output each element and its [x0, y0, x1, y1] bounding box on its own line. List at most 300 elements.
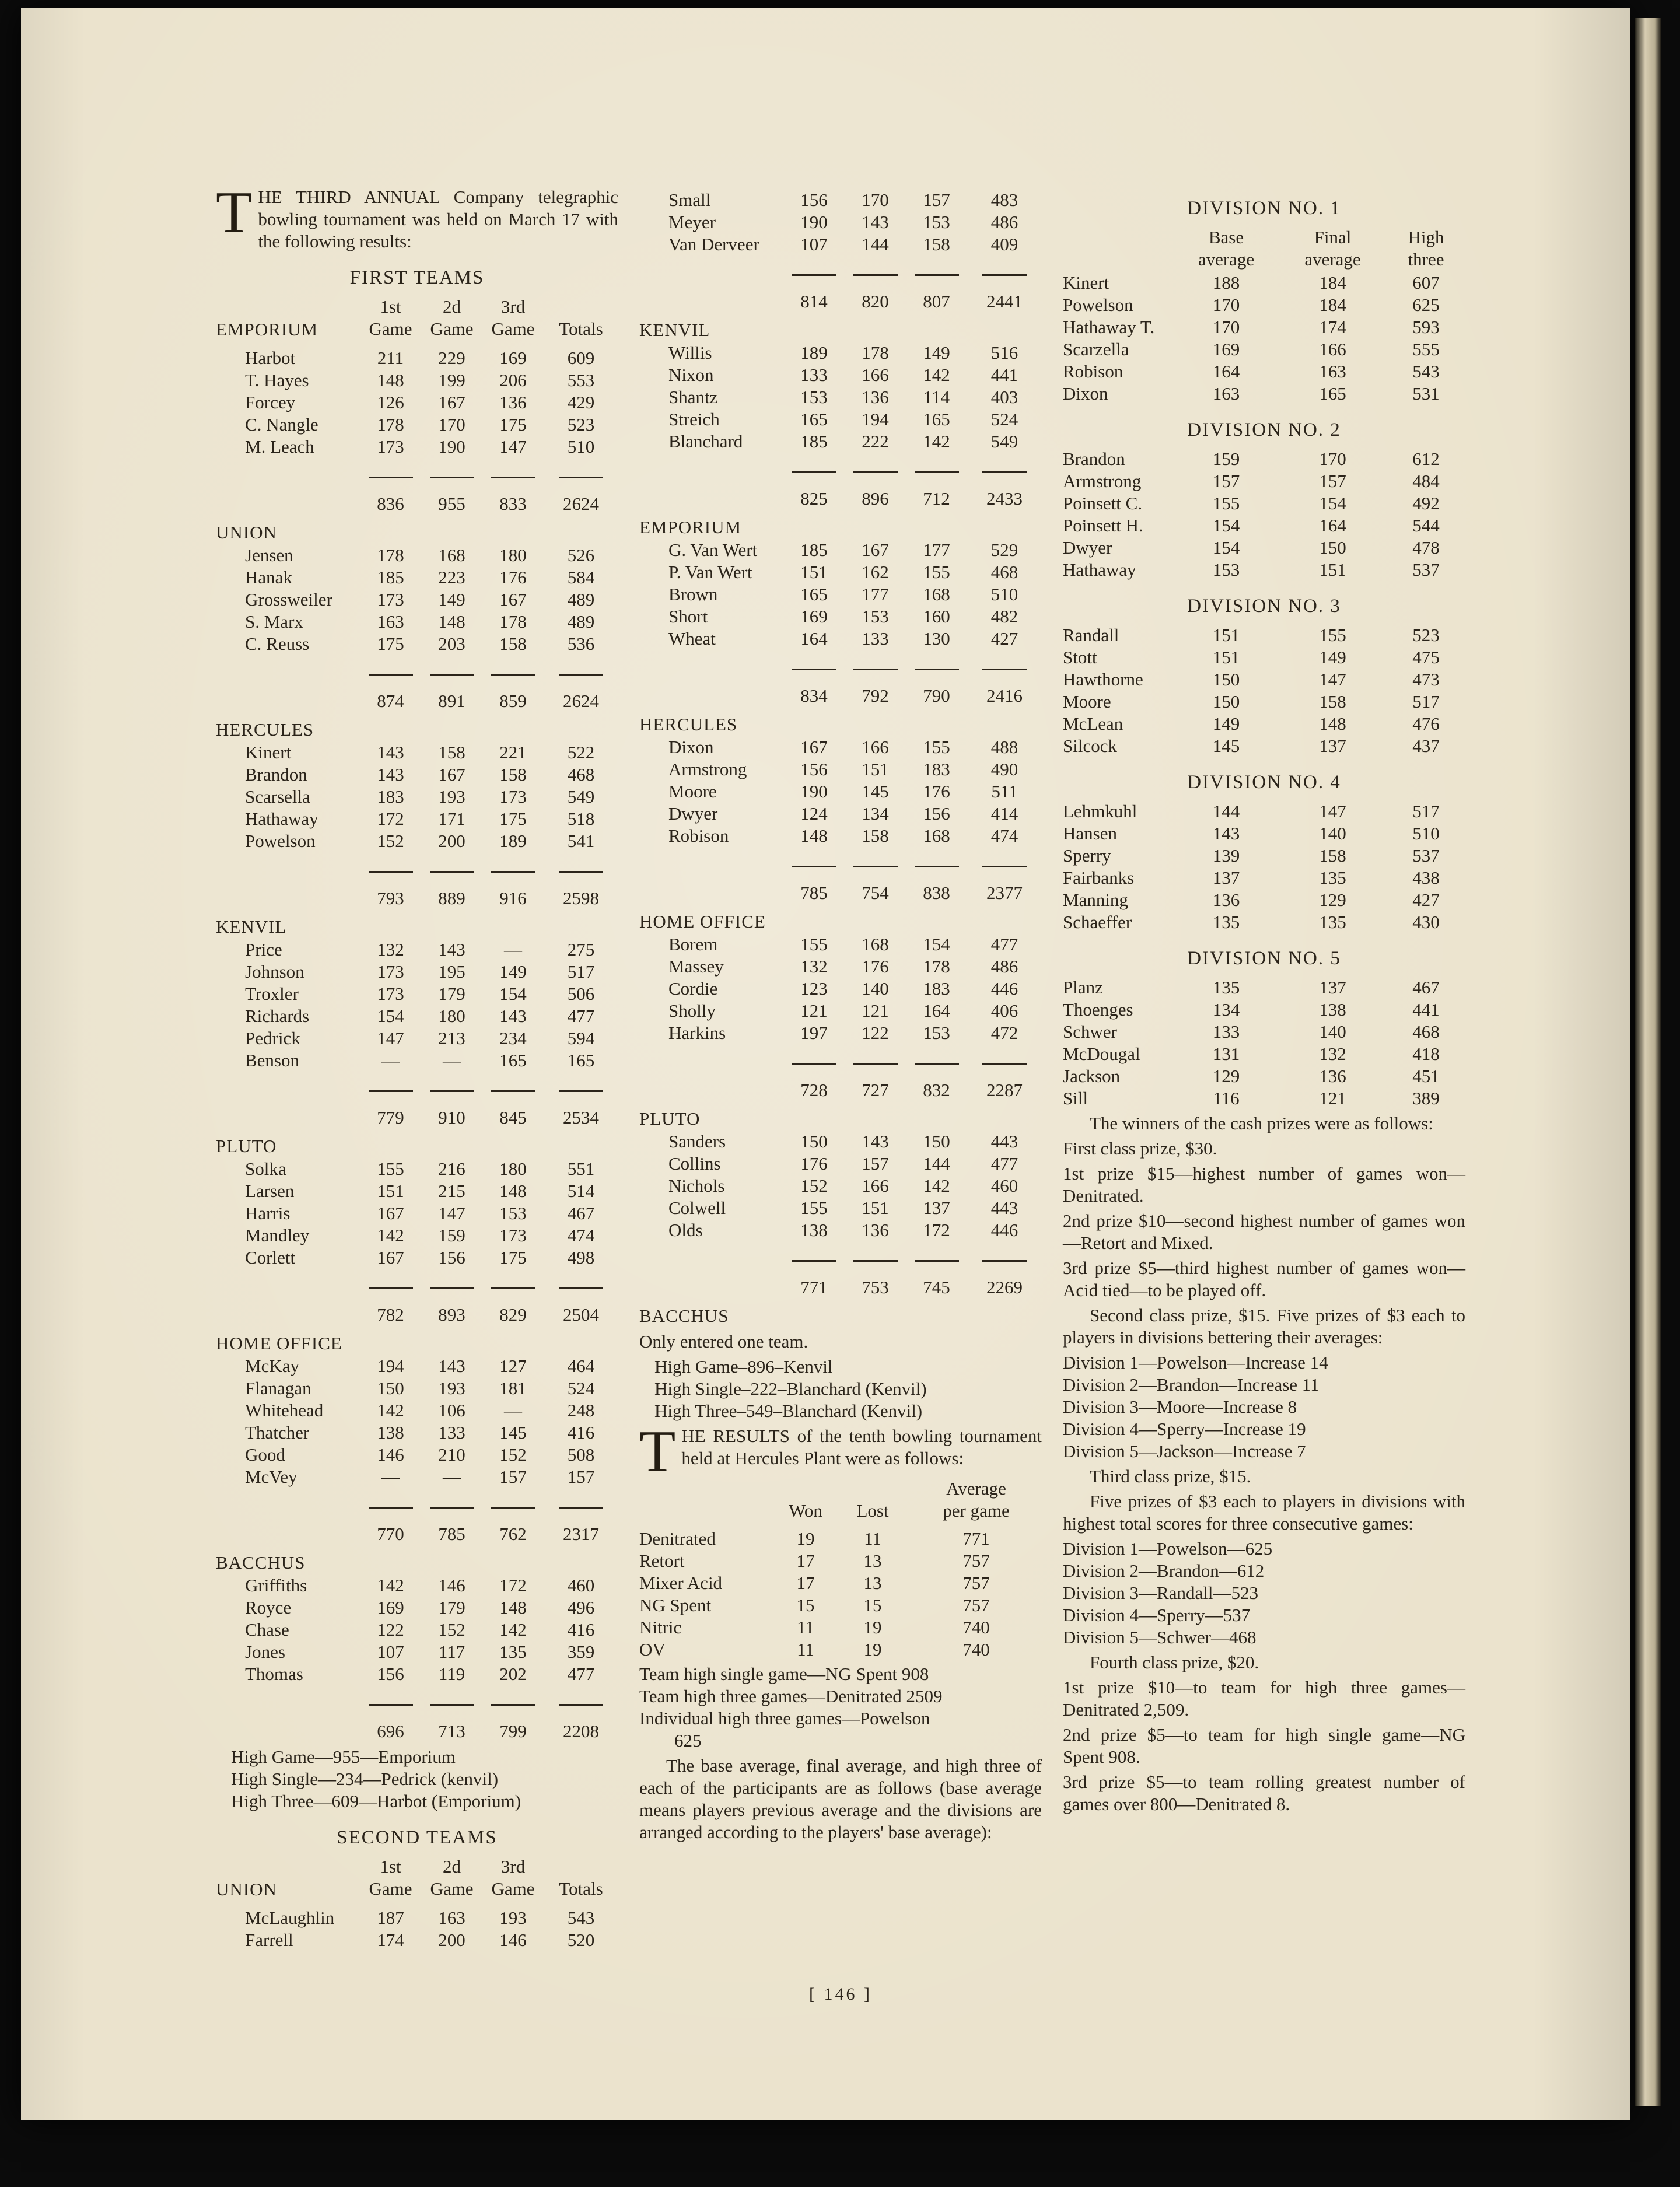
player-row — [639, 431, 1042, 453]
division-row — [1063, 889, 1465, 911]
divider-cell — [360, 1692, 421, 1714]
division-player-name: Schwer — [1063, 1021, 1117, 1042]
score-cell: — — [382, 1050, 400, 1070]
division-cell: 531 — [1412, 383, 1440, 404]
divider-dash — [369, 674, 413, 676]
text-line: Division 4—Sperry—537 — [1063, 1605, 1251, 1625]
division-player-name: Powelson — [1063, 295, 1133, 315]
player-name: Solka — [245, 1159, 286, 1179]
section-heading: DIVISION NO. 2 — [1187, 419, 1341, 440]
player-name: Johnson — [245, 961, 304, 982]
score-cell: — — [443, 1050, 461, 1070]
standings-cell: 17 — [796, 1551, 815, 1571]
division-row — [1063, 911, 1465, 933]
score-cell: 153 — [800, 387, 828, 407]
text-line: Team high three games—Denitrated 2509 — [639, 1686, 943, 1706]
division-cell: 170 — [1212, 295, 1240, 315]
division-player-name: Hathaway T. — [1063, 317, 1155, 337]
score-cell: 154 — [923, 934, 950, 954]
score-cell: 215 — [438, 1181, 466, 1201]
divider-dash — [369, 1704, 413, 1706]
score-cell: 178 — [862, 342, 889, 363]
score-cell: 158 — [862, 825, 889, 846]
division-cell: 135 — [1212, 977, 1240, 998]
division-cell: 151 — [1212, 647, 1240, 667]
division-row — [1063, 823, 1465, 845]
score-cell: 460 — [567, 1575, 595, 1595]
score-cell: 414 — [991, 803, 1019, 824]
player-name: P. Van Wert — [668, 562, 752, 582]
divider-cell — [967, 1248, 1042, 1271]
division-row — [1063, 361, 1465, 383]
text-line: Individual high three games—Powelson — [639, 1708, 930, 1728]
score-cell: 173 — [499, 1225, 527, 1245]
total-cell: 2287 — [986, 1080, 1023, 1100]
score-cell: 107 — [800, 234, 828, 254]
division-player-name: Poinsett C. — [1063, 493, 1143, 513]
score-cell: 152 — [499, 1444, 527, 1465]
player-row — [216, 566, 618, 589]
paragraph: 1st prize $10—to team for high three games—Denitrated 2,509. — [1063, 1677, 1465, 1720]
score-cell: 551 — [567, 1159, 595, 1179]
score-cell: 223 — [438, 567, 466, 587]
player-row — [639, 956, 1042, 978]
divider-cell — [906, 657, 967, 679]
score-cell: 175 — [499, 1247, 527, 1268]
total-cell: 845 — [499, 1107, 527, 1128]
header-row — [216, 318, 618, 341]
score-cell: 143 — [438, 1356, 466, 1376]
division-cell: 478 — [1412, 537, 1440, 558]
text-line: Division 4—Sperry—Increase 19 — [1063, 1419, 1306, 1439]
score-cell: 609 — [567, 348, 595, 368]
header-spacer — [639, 1500, 776, 1522]
player-row — [639, 1219, 1042, 1241]
score-cell: 150 — [377, 1378, 404, 1398]
standings-table-header — [639, 1478, 1042, 1522]
total-cell: 2416 — [986, 685, 1023, 706]
score-cell: 206 — [499, 370, 527, 390]
total-cell: 799 — [499, 1721, 527, 1741]
total-cell: 2624 — [563, 691, 599, 711]
score-cell: 427 — [991, 628, 1019, 649]
division-cell: 150 — [1319, 537, 1346, 558]
score-cell: 143 — [499, 1006, 527, 1026]
score-cell: 143 — [438, 939, 466, 960]
intro-paragraph — [216, 180, 618, 253]
text-line: High Game—955—Emporium — [231, 1747, 456, 1767]
paragraph: Only entered one team. — [639, 1331, 808, 1352]
division-cell: 184 — [1319, 295, 1346, 315]
player-row — [216, 1049, 618, 1072]
score-cell: 138 — [800, 1220, 828, 1240]
score-cell: 222 — [862, 431, 889, 452]
total-cell: 896 — [862, 488, 889, 509]
total-cell: 916 — [499, 888, 527, 908]
division-cell: 133 — [1212, 1021, 1240, 1042]
player-name: Mandley — [245, 1225, 310, 1245]
score-cell: 142 — [377, 1225, 404, 1245]
score-cell: 183 — [923, 759, 950, 779]
total-cell: 832 — [923, 1080, 950, 1100]
divider-cell — [967, 854, 1042, 876]
divider-dash — [559, 477, 603, 478]
score-cell: 187 — [377, 1908, 404, 1928]
division-player-name: Randall — [1063, 625, 1119, 645]
score-cell: 171 — [438, 809, 466, 829]
division-player-name: Dwyer — [1063, 537, 1112, 558]
totals-spacer — [216, 690, 360, 712]
score-cell: 169 — [377, 1597, 404, 1618]
score-cell: 122 — [862, 1023, 889, 1043]
player-row — [216, 1641, 618, 1663]
player-row — [216, 1444, 618, 1466]
division-row — [1063, 977, 1465, 999]
division-cell: 476 — [1412, 713, 1440, 734]
text-lines — [639, 1356, 1042, 1422]
player-name: Nixon — [668, 365, 714, 385]
score-cell: 158 — [499, 764, 527, 785]
header-row — [1063, 226, 1465, 249]
division-row — [1063, 624, 1465, 646]
score-cell: 158 — [438, 742, 466, 762]
division-cell: 164 — [1212, 361, 1240, 382]
score-cell: 146 — [499, 1930, 527, 1950]
totals-spacer — [216, 493, 360, 515]
division-player-name: Brandon — [1063, 449, 1125, 469]
player-row — [216, 1422, 618, 1444]
division-row — [1063, 800, 1465, 823]
total-cell: 820 — [862, 291, 889, 312]
score-cell: 446 — [991, 1220, 1019, 1240]
total-cell: 834 — [800, 685, 828, 706]
header-cell: average — [1304, 249, 1361, 270]
totals-row — [216, 690, 618, 712]
total-cell: 770 — [377, 1524, 404, 1544]
player-name: Good — [245, 1444, 285, 1465]
score-cell: 158 — [499, 634, 527, 654]
header-cell: 3rd — [501, 1856, 526, 1877]
standings-cell: 11 — [797, 1639, 814, 1660]
total-cell: 838 — [923, 883, 950, 903]
paragraph: 1st prize $15—highest number of games won—Denitrated. — [1063, 1163, 1465, 1206]
total-cell: 807 — [923, 291, 950, 312]
score-cell: 510 — [567, 436, 595, 457]
header-cell: Final — [1314, 227, 1352, 247]
standings-team-name: Denitrated — [639, 1528, 716, 1549]
score-cell: 166 — [862, 1175, 889, 1196]
division-cell: 467 — [1412, 977, 1440, 998]
total-cell: 825 — [800, 488, 828, 509]
divider-cell — [967, 1051, 1042, 1073]
section-heading: SECOND TEAMS — [337, 1827, 498, 1848]
divider-cell — [906, 854, 967, 876]
player-name: Jensen — [245, 545, 293, 565]
division-row — [1063, 294, 1465, 316]
totals-spacer — [216, 887, 360, 909]
score-cell: 132 — [800, 956, 828, 977]
team-name: BACCHUS — [639, 1306, 729, 1326]
text-line: Division 3—Randall—523 — [1063, 1583, 1258, 1603]
divider-row — [216, 1488, 618, 1523]
score-cell: 148 — [800, 825, 828, 846]
standings-cell: 771 — [963, 1528, 990, 1549]
header-spacer — [1063, 226, 1174, 249]
player-row — [216, 1929, 618, 1951]
division-cell: 468 — [1412, 1021, 1440, 1042]
score-cell: 486 — [991, 956, 1019, 977]
division-cell: 150 — [1212, 691, 1240, 712]
player-name: Short — [668, 606, 708, 627]
score-cell: 178 — [377, 545, 404, 565]
division-player-name: Stott — [1063, 647, 1097, 667]
player-row — [216, 633, 618, 655]
score-cell: 130 — [923, 628, 950, 649]
division-row — [1063, 470, 1465, 492]
total-cell: 727 — [862, 1080, 889, 1100]
division-cell: 137 — [1212, 867, 1240, 888]
player-row — [216, 369, 618, 391]
total-cell: 785 — [800, 883, 828, 903]
score-cell: 549 — [991, 431, 1019, 452]
division-cell: 427 — [1412, 890, 1440, 910]
totals-spacer — [639, 1079, 783, 1101]
score-cell: 143 — [862, 212, 889, 232]
player-name: Kinert — [245, 742, 292, 762]
header-cell: Lost — [856, 1500, 889, 1521]
text-line: Division 1—Powelson—625 — [1063, 1538, 1273, 1559]
division-cell: 174 — [1319, 317, 1346, 337]
score-cell: 144 — [923, 1153, 950, 1174]
divider-cell — [544, 465, 618, 487]
score-cell: 148 — [438, 611, 466, 632]
divider-dash — [369, 1090, 413, 1092]
score-cell: 553 — [567, 370, 595, 390]
score-cell: 168 — [862, 934, 889, 954]
score-cell: 147 — [377, 1028, 404, 1048]
divider-dash — [792, 669, 836, 670]
player-name: Sanders — [668, 1131, 726, 1152]
total-cell: 696 — [377, 1721, 404, 1741]
team-block — [639, 516, 1042, 707]
player-row — [216, 347, 618, 369]
total-cell: 2433 — [986, 488, 1023, 509]
player-row — [216, 589, 618, 611]
score-cell: 541 — [567, 831, 595, 851]
divider-dash — [559, 1507, 603, 1509]
score-cell: 179 — [438, 984, 466, 1004]
header-cell: Won — [789, 1500, 822, 1521]
score-cell: 133 — [438, 1422, 466, 1443]
player-name: M. Leach — [245, 436, 314, 457]
division-cell: 135 — [1319, 912, 1346, 932]
player-name: Whitehead — [245, 1400, 324, 1420]
score-cell: 122 — [377, 1619, 404, 1640]
division-cell: 484 — [1412, 471, 1440, 491]
divider-spacer — [639, 854, 783, 876]
division-cell: 163 — [1319, 361, 1346, 382]
player-name: Farrell — [245, 1930, 293, 1950]
division-row — [1063, 1087, 1465, 1110]
division-row — [1063, 1043, 1465, 1065]
score-cell: 359 — [567, 1642, 595, 1662]
divider-spacer — [216, 1495, 360, 1517]
page — [21, 8, 1630, 2120]
text-line: Division 2—Brandon—612 — [1063, 1560, 1265, 1581]
totals-row — [216, 1523, 618, 1545]
score-cell: 172 — [499, 1575, 527, 1595]
divider-dash — [369, 477, 413, 478]
player-row — [216, 764, 618, 786]
score-cell: 210 — [438, 1444, 466, 1465]
team-block — [639, 1107, 1042, 1299]
player-row — [216, 611, 618, 633]
score-cell: 143 — [862, 1131, 889, 1152]
header-cell: Average — [946, 1478, 1006, 1499]
player-row — [216, 414, 618, 436]
score-cell: 468 — [991, 562, 1019, 582]
divider-cell — [845, 263, 906, 285]
score-cell: 406 — [991, 1000, 1019, 1021]
score-cell: 190 — [800, 781, 828, 802]
standings-cell: 13 — [863, 1551, 882, 1571]
player-row — [216, 939, 618, 961]
division-player-name: Lehmkuhl — [1063, 801, 1138, 821]
header-cell: Game — [491, 1878, 535, 1899]
score-cell: 163 — [377, 611, 404, 632]
score-cell: 175 — [499, 809, 527, 829]
divider-dash — [559, 1090, 603, 1092]
division-cell: 153 — [1212, 559, 1240, 580]
total-cell: 754 — [862, 883, 889, 903]
score-cell: 162 — [862, 562, 889, 582]
divider-spacer — [639, 1248, 783, 1271]
division-cell: 143 — [1212, 823, 1240, 844]
divider-dash — [559, 674, 603, 676]
player-row — [216, 1180, 618, 1202]
header-row — [216, 1856, 618, 1878]
drop-cap-letter: T — [216, 180, 253, 246]
score-cell: 159 — [438, 1225, 466, 1245]
player-name: Wheat — [668, 628, 716, 649]
score-cell: 134 — [862, 803, 889, 824]
player-name: C. Reuss — [245, 634, 310, 654]
division-cell: 438 — [1412, 867, 1440, 888]
score-cell: 486 — [991, 212, 1019, 232]
divider-dash — [915, 471, 959, 473]
header-row — [639, 1478, 1042, 1500]
division-cell: 121 — [1319, 1088, 1346, 1108]
total-cell: 955 — [438, 494, 466, 514]
division-player-name: Sperry — [1063, 845, 1111, 866]
player-name: Thatcher — [245, 1422, 310, 1443]
division-player-name: Silcock — [1063, 736, 1117, 756]
division-player-name: Fairbanks — [1063, 867, 1135, 888]
division-player-name: Planz — [1063, 977, 1103, 998]
division-cell: 169 — [1212, 339, 1240, 359]
score-cell: 168 — [923, 825, 950, 846]
score-cell: 520 — [567, 1930, 595, 1950]
score-cell: 176 — [923, 781, 950, 802]
divider-cell — [544, 662, 618, 684]
total-cell: 836 — [377, 494, 404, 514]
totals-row — [639, 291, 1042, 313]
score-cell: 135 — [499, 1642, 527, 1662]
player-name: Small — [668, 190, 711, 210]
player-name: Armstrong — [668, 759, 747, 779]
player-name: Troxler — [245, 984, 299, 1004]
player-name: Blanchard — [668, 431, 743, 452]
division-cell: 129 — [1212, 1066, 1240, 1086]
division-row — [1063, 515, 1465, 537]
score-cell: 216 — [438, 1159, 466, 1179]
division-player-name: Schaeffer — [1063, 912, 1132, 932]
score-cell: 151 — [800, 562, 828, 582]
total-cell: 874 — [377, 691, 404, 711]
divider-spacer — [639, 263, 783, 285]
divider-cell — [421, 1692, 482, 1714]
division-player-name: Robison — [1063, 361, 1124, 382]
player-row — [216, 1377, 618, 1399]
division-cell: 136 — [1212, 890, 1240, 910]
divider-spacer — [216, 859, 360, 881]
player-name: Hanak — [245, 567, 292, 587]
division-cell: 441 — [1412, 999, 1440, 1020]
division-row — [1063, 316, 1465, 338]
score-table-header — [216, 296, 618, 341]
score-cell: 474 — [567, 1225, 595, 1245]
division-cell: 129 — [1319, 890, 1346, 910]
score-cell: 163 — [438, 1908, 466, 1928]
text-line: Division 1—Powelson—Increase 14 — [1063, 1352, 1328, 1373]
standings-team-name: Nitric — [639, 1617, 682, 1637]
text-line: Team high single game—NG Spent 908 — [639, 1664, 929, 1684]
division-row — [1063, 669, 1465, 691]
header-cell: High — [1408, 227, 1444, 247]
score-cell: 151 — [862, 1198, 889, 1218]
player-row — [639, 1153, 1042, 1175]
score-cell: 514 — [567, 1181, 595, 1201]
player-row — [216, 1224, 618, 1247]
divider-cell — [783, 1248, 845, 1271]
division-cell: 593 — [1412, 317, 1440, 337]
score-cell: 482 — [991, 606, 1019, 627]
division-cell: 147 — [1319, 669, 1346, 690]
division-row — [1063, 691, 1465, 713]
score-cell: 174 — [377, 1930, 404, 1950]
score-cell: 489 — [567, 611, 595, 632]
player-name: Borem — [668, 934, 718, 954]
score-cell: 221 — [499, 742, 527, 762]
player-row — [216, 391, 618, 414]
division-cell: 555 — [1412, 339, 1440, 359]
player-name: Larsen — [245, 1181, 295, 1201]
score-cell: 152 — [438, 1619, 466, 1640]
division-player-name: Hathaway — [1063, 559, 1136, 580]
player-row — [216, 436, 618, 458]
division-cell: 145 — [1212, 736, 1240, 756]
header-cell: Totals — [559, 319, 603, 339]
standings-cell: 740 — [963, 1639, 990, 1660]
divider-cell — [360, 1079, 421, 1101]
divider-spacer — [216, 662, 360, 684]
division-cell: 138 — [1319, 999, 1346, 1020]
score-cell: 477 — [991, 934, 1019, 954]
total-cell: 814 — [800, 291, 828, 312]
division-cell: 188 — [1212, 272, 1240, 293]
player-row — [639, 736, 1042, 758]
total-cell: 713 — [438, 1721, 466, 1741]
